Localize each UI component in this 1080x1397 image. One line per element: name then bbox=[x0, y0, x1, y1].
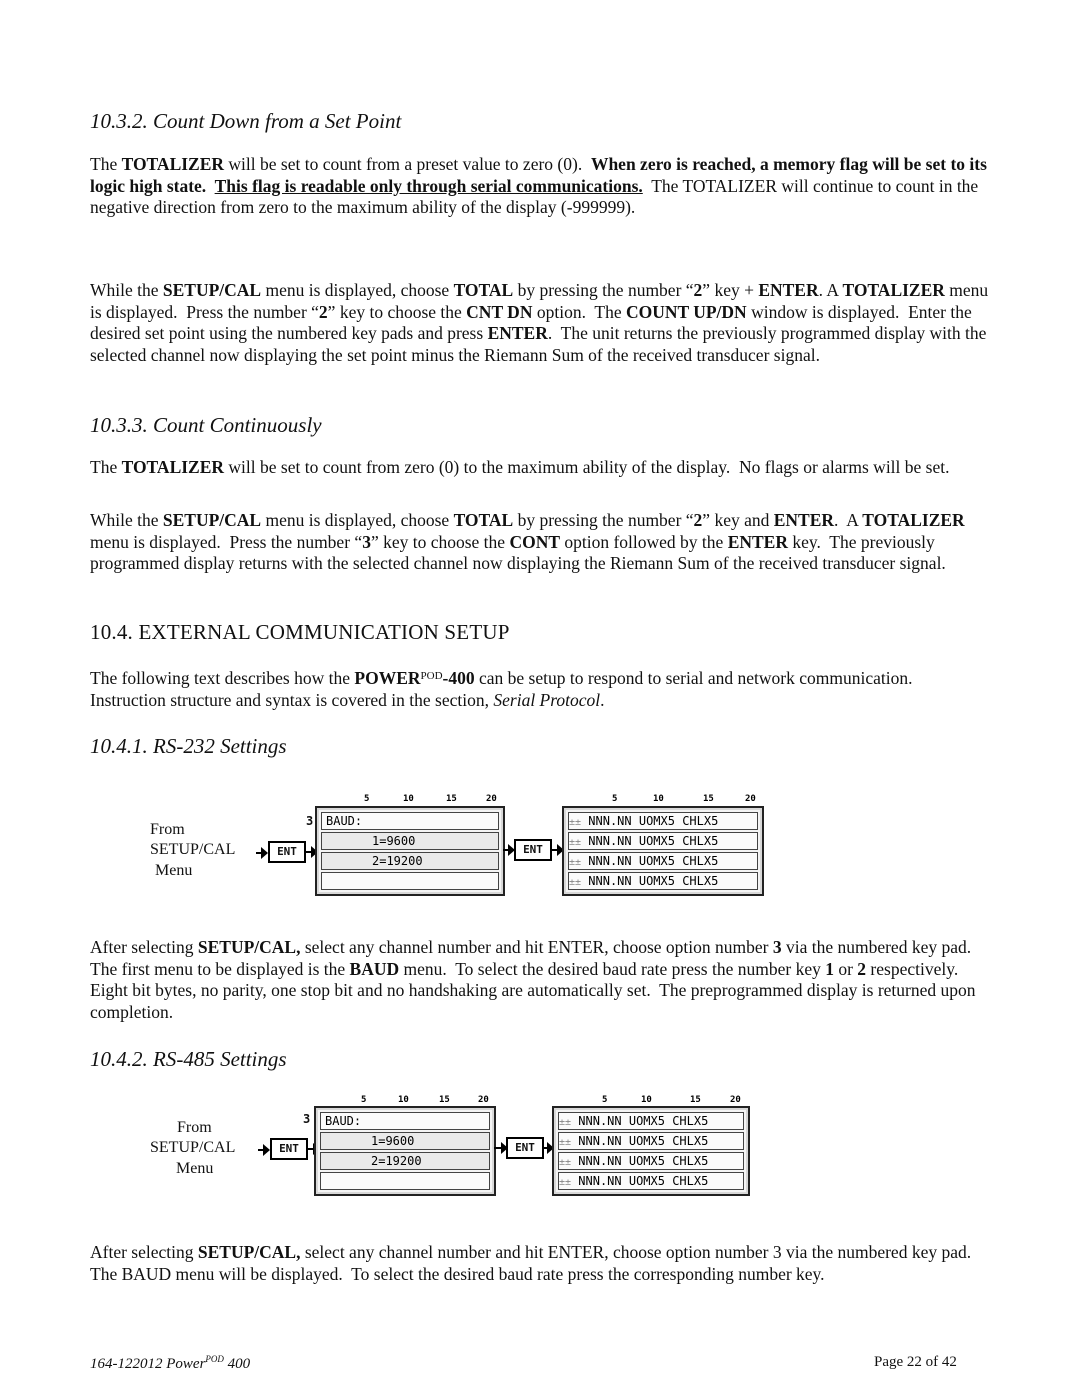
paragraph-count-down-steps: While the SETUP/CAL menu is displayed, choose TOTAL by pressing the number “2” key + ENTER. A TOTALIZER menu is displayed. Press the number “2” key to choose the CNT DN option. The COUNT UP/DN window is displayed. Enter the desired set point using the numbered key pads and press ENTER. The unit returns the previously programmed display with the selected channel now displaying the set point minus the Riemann Sum of the received transducer signal. bbox=[90, 280, 989, 365]
baud-row-19200: 2=19200 bbox=[321, 852, 499, 870]
ent-key: ENT bbox=[270, 1138, 308, 1160]
paragraph-count-continuously-steps: While the SETUP/CAL menu is displayed, choose TOTAL by pressing the number “2” key and ENTER. A TOTALIZER menu is displayed. Press the number “3” key to choose the CONT option followed by the ENTER key. The previously programmed display returns with the selected channel now displaying the Riemann Sum of the received transducer signal. bbox=[90, 510, 965, 573]
scale-mark: 5 bbox=[364, 794, 370, 804]
scale-mark: 5 bbox=[361, 1095, 367, 1105]
arrow-icon bbox=[552, 849, 558, 851]
scale-mark: 15 bbox=[690, 1095, 701, 1105]
rs232-menu-diagram bbox=[150, 790, 770, 900]
scale-mark: 20 bbox=[486, 794, 497, 804]
arrow-icon bbox=[258, 1149, 264, 1151]
arrow-icon bbox=[256, 852, 262, 854]
paragraph-external-communication: The following text describes how the $POWER^{POD}-400$ can be setup to respond to serial and network communication. Instruction structure and syntax is covered in the section, Serial Protocol. bbox=[90, 668, 917, 710]
scale-mark: 20 bbox=[730, 1095, 741, 1105]
section-heading-rs485: 10.4.2. RS-485 Settings bbox=[90, 1047, 287, 1071]
baud-row-empty bbox=[320, 1172, 490, 1190]
paragraph-rs485: After selecting SETUP/CAL, select any channel number and hit ENTER, choose option number 3 via the numbered key pad. The BAUD menu will be displayed. To select the desired baud rate press the corresponding number key. bbox=[90, 1242, 976, 1284]
display-row: ±± NNN.NN UOMX5 CHLX5 bbox=[568, 832, 758, 850]
from-label: From bbox=[177, 1119, 212, 1136]
baud-row-empty bbox=[321, 872, 499, 890]
scale-mark: 10 bbox=[398, 1095, 409, 1105]
menu-row-number: 3 bbox=[303, 1112, 311, 1126]
section-heading-external-communication: 10.4. EXTERNAL COMMUNICATION SETUP bbox=[90, 620, 510, 644]
scale-mark: 20 bbox=[478, 1095, 489, 1105]
arrow-icon bbox=[494, 1147, 502, 1149]
channel-display bbox=[552, 1106, 750, 1196]
rs485-menu-diagram bbox=[150, 1092, 760, 1202]
menu-label: Menu bbox=[155, 862, 193, 879]
baud-row-19200: 2=19200 bbox=[320, 1152, 490, 1170]
menu-label: Menu bbox=[176, 1160, 214, 1177]
display-row: ±± NNN.NN UOMX5 CHLX5 bbox=[568, 812, 758, 830]
paragraph-count-down-intro: The TOTALIZER will be set to count from a preset value to zero (0). When zero is reached, a memory flag will be set to its logic high state. This flag is readable only through serial communications. The TOTALIZER will continue to count in the negative direction from zero to the maximum ability of the display (-999999). bbox=[90, 154, 987, 217]
setup-cal-label: SETUP/CAL bbox=[150, 1139, 236, 1156]
footer-page-number: Page 22 of 42 bbox=[874, 1354, 957, 1370]
channel-display bbox=[562, 806, 764, 896]
scale-mark: 15 bbox=[446, 794, 457, 804]
baud-row-title: BAUD: bbox=[320, 1112, 490, 1130]
arrow-icon bbox=[306, 851, 312, 853]
baud-row-title: BAUD: bbox=[321, 812, 499, 830]
section-heading-count-down: 10.3.2. Count Down from a Set Point bbox=[90, 109, 402, 133]
setup-cal-label: SETUP/CAL bbox=[150, 841, 236, 858]
scale-mark: 5 bbox=[602, 1095, 608, 1105]
display-row: ±± NNN.NN UOMX5 CHLX5 bbox=[568, 872, 758, 890]
baud-row-9600: 1=9600 bbox=[320, 1132, 490, 1150]
display-row: ±± NNN.NN UOMX5 CHLX5 bbox=[558, 1112, 744, 1130]
paragraph-count-continuously-intro: The TOTALIZER will be set to count from zero (0) to the maximum ability of the display. No flags or alarms will be set. bbox=[90, 457, 950, 477]
scale-mark: 15 bbox=[439, 1095, 450, 1105]
display-row: ±± NNN.NN UOMX5 CHLX5 bbox=[558, 1172, 744, 1190]
display-row: ±± NNN.NN UOMX5 CHLX5 bbox=[558, 1152, 744, 1170]
display-row: ±± NNN.NN UOMX5 CHLX5 bbox=[558, 1132, 744, 1150]
baud-menu-display bbox=[315, 806, 505, 896]
ent-key: ENT bbox=[506, 1137, 544, 1159]
baud-row-9600: 1=9600 bbox=[321, 832, 499, 850]
scale-mark: 10 bbox=[641, 1095, 652, 1105]
scale-mark: 20 bbox=[745, 794, 756, 804]
ent-key: ENT bbox=[514, 839, 552, 861]
display-row: ±± NNN.NN UOMX5 CHLX5 bbox=[568, 852, 758, 870]
menu-row-number: 3 bbox=[306, 814, 314, 828]
ent-key: ENT bbox=[268, 841, 306, 863]
footer-doc-number: 164-122012 Power$^{POD}$ 400 bbox=[90, 1354, 251, 1372]
section-heading-count-continuously: 10.3.3. Count Continuously bbox=[90, 413, 322, 437]
baud-menu-display bbox=[314, 1106, 496, 1196]
from-label: From bbox=[150, 821, 185, 838]
arrow-icon bbox=[503, 849, 509, 851]
section-heading-rs232: 10.4.1. RS-232 Settings bbox=[90, 734, 287, 758]
scale-mark: 10 bbox=[403, 794, 414, 804]
scale-mark: 5 bbox=[612, 794, 618, 804]
arrow-icon bbox=[544, 1147, 548, 1149]
paragraph-rs232: After selecting SETUP/CAL, select any channel number and hit ENTER, choose option number 3 via the numbered key pad. The first menu to be displayed is the BAUD menu. To select the desired baud rate press the number key 1 or 2 respectively. Eight bit bytes, no parity, one stop bit and no handshaking are automatically set. The preprogrammed display is returned upon completion. bbox=[90, 937, 976, 1022]
scale-mark: 15 bbox=[703, 794, 714, 804]
scale-mark: 10 bbox=[653, 794, 664, 804]
